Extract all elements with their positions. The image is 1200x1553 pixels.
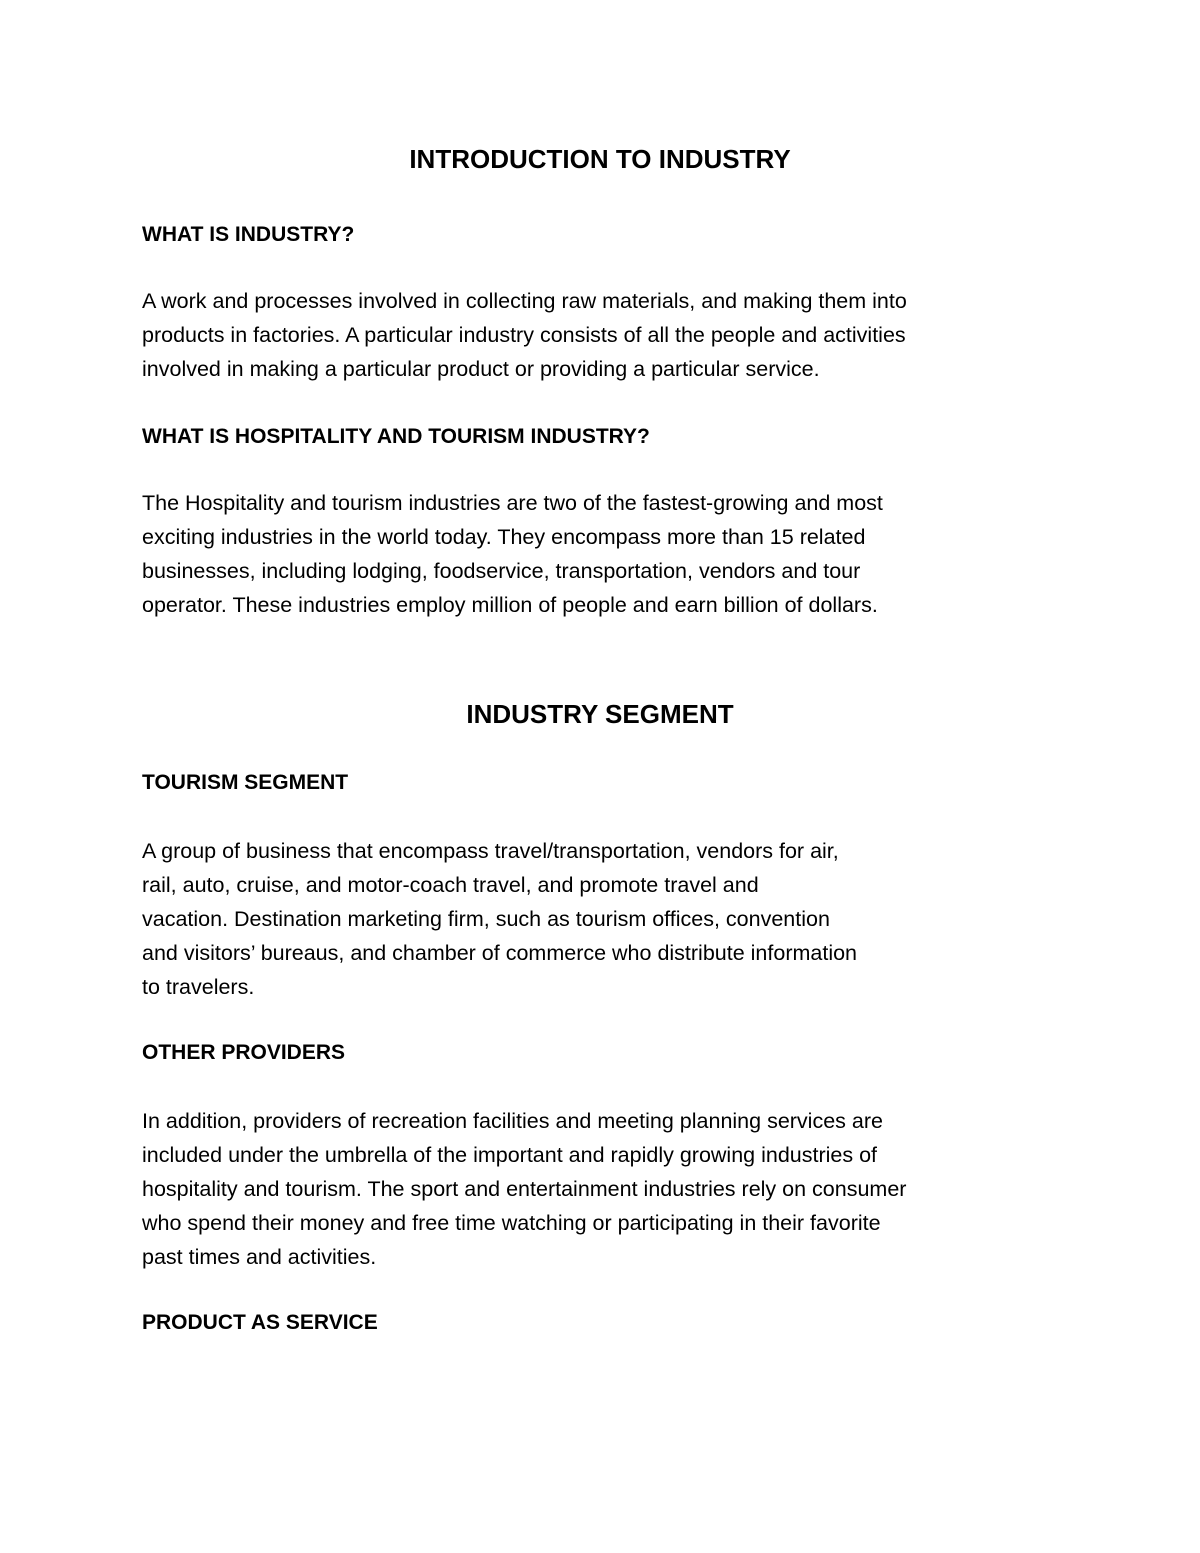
paragraph-line: operator. These industries employ million of people and earn billion of dollars. [142, 593, 878, 617]
page-title: INTRODUCTION TO INDUSTRY [409, 144, 791, 174]
paragraph-line: who spend their money and free time watching or participating in their favorite [142, 1211, 881, 1235]
paragraph-line: involved in making a particular product or providing a particular service. [142, 357, 820, 381]
paragraph-line: A work and processes involved in collecting raw materials, and making them into [142, 289, 907, 313]
paragraph-line: exciting industries in the world today. They encompass more than 15 related [142, 525, 866, 549]
paragraph-line: rail, auto, cruise, and motor-coach travel, and promote travel and [142, 873, 759, 897]
paragraph-line: hospitality and tourism. The sport and entertainment industries rely on consumer [142, 1177, 907, 1201]
paragraph-tourism-segment [142, 834, 857, 1004]
heading-tourism-segment: TOURISM SEGMENT [142, 771, 349, 794]
paragraph-line: past times and activities. [142, 1245, 377, 1269]
paragraph-other-providers [142, 1104, 906, 1274]
paragraph-line: products in factories. A particular industry consists of all the people and activities [142, 323, 906, 347]
paragraph-hospitality-tourism [142, 486, 883, 622]
paragraph-line: In addition, providers of recreation facilities and meeting planning services are [142, 1109, 883, 1133]
paragraph-line: A group of business that encompass travel/transportation, vendors for air, [142, 839, 839, 863]
paragraph-line: businesses, including lodging, foodservice, transportation, vendors and tour [142, 559, 861, 583]
heading-what-is-industry: WHAT IS INDUSTRY? [142, 223, 355, 246]
paragraph-line: The Hospitality and tourism industries are two of the fastest-growing and most [142, 491, 883, 515]
heading-other-providers: OTHER PROVIDERS [142, 1041, 346, 1064]
paragraph-line: and visitors’ bureaus, and chamber of commerce who distribute information [142, 941, 858, 965]
paragraph-line: vacation. Destination marketing firm, such as tourism offices, convention [142, 907, 830, 931]
paragraph-line: included under the umbrella of the important and rapidly growing industries of [142, 1143, 878, 1167]
heading-hospitality-tourism: WHAT IS HOSPITALITY AND TOURISM INDUSTRY? [142, 425, 650, 448]
section-title-industry-segment: INDUSTRY SEGMENT [466, 699, 734, 729]
paragraph-what-is-industry [142, 284, 907, 386]
heading-product-as-service: PRODUCT AS SERVICE [142, 1311, 378, 1334]
paragraph-line: to travelers. [142, 975, 255, 999]
